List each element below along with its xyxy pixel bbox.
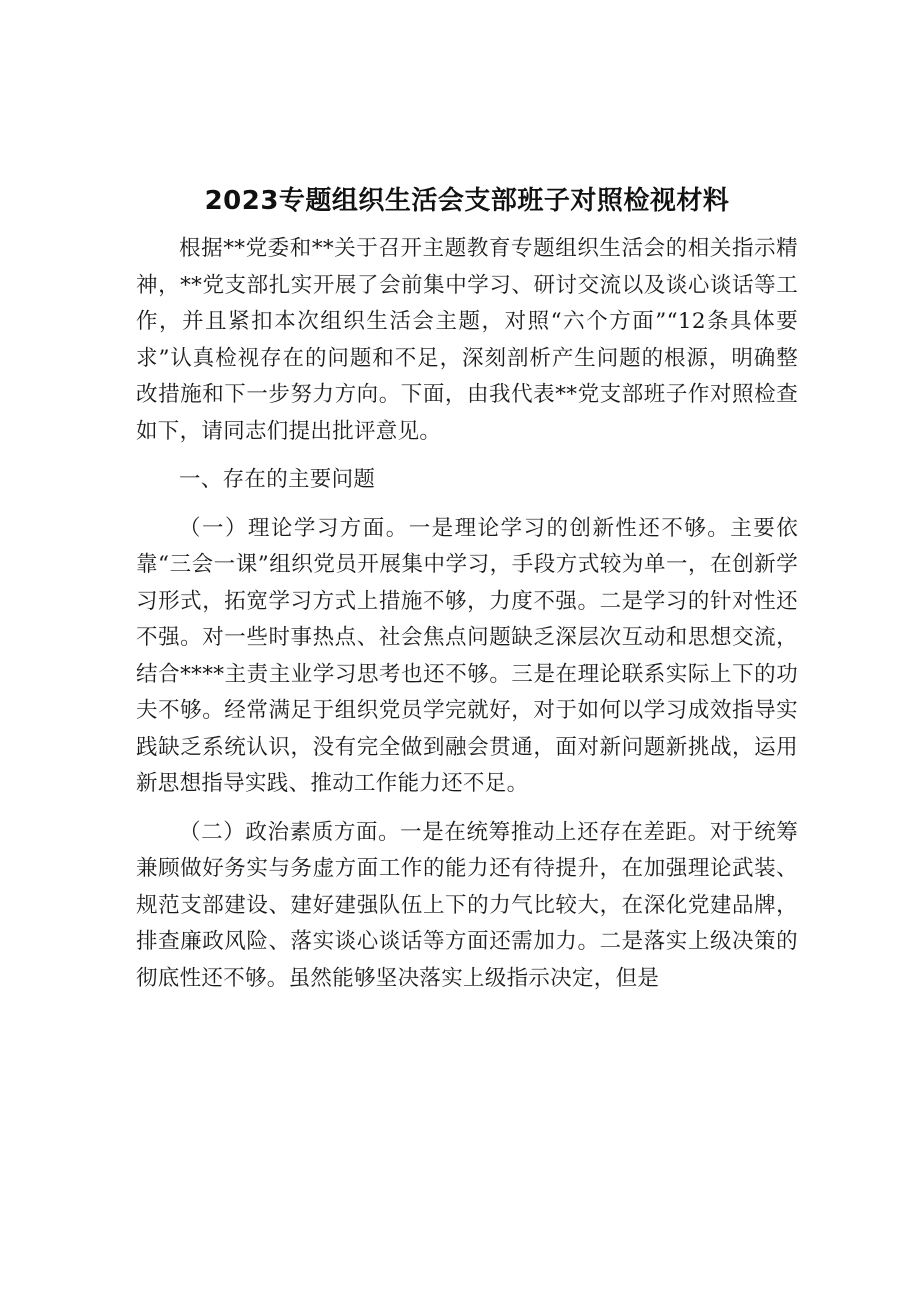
document-body (136, 185, 798, 997)
section-heading: 一、存在的主要问题 (179, 467, 376, 492)
political-quality-paragraph: （二）政治素质方面。一是在统筹推动上还存在差距。对于统筹兼顾做好务实与务虚方面工作的能力还有待提升，在加强理论武装、规范支部建设、建好建强队伍上下的力气比较大，在深化党建品牌，排查廉政风险、落实谈心谈话等方面还需加力。二是落实上级决策的彻底性还不够。虽然能够坚决落实上级指示决定，但是 (136, 819, 798, 991)
theory-study-paragraph: （一）理论学习方面。一是理论学习的创新性还不够。主要依靠“三会一课”组织党员开展集中学习，手段方式较为单一，在创新学习形式，拓宽学习方式上措施不够，力度不强。二是学习的针对性还不强。对一些时事热点、社会焦点问题缺乏深层次互动和思想交流，结合****主责主业学习思考也还不够。三是在理论联系实际上下的功夫不够。经常满足于组织党员学完就好，对于如何以学习成效指导实践缺乏系统认识，没有完全做到融会贯通，面对新问题新挑战，运用新思想指导实践、推动工作能力还不足。 (136, 515, 798, 796)
intro-paragraph: 根据**党委和**关于召开主题教育专题组织生活会的相关指示精神，**党支部扎实开展了会前集中学习、研讨交流以及谈心谈话等工作，并且紧扣本次组织生活会主题，对照“六个方面”“12条具体要求”认真检视存在的问题和不足，深刻剖析产生问题的根源，明确整改措施和下一步努力方向。下面，由我代表**党支部班子作对照检查如下，请同志们提出批评意见。 (136, 236, 798, 444)
document-title: 2023专题组织生活会支部班子对照检视材料 (204, 186, 730, 216)
